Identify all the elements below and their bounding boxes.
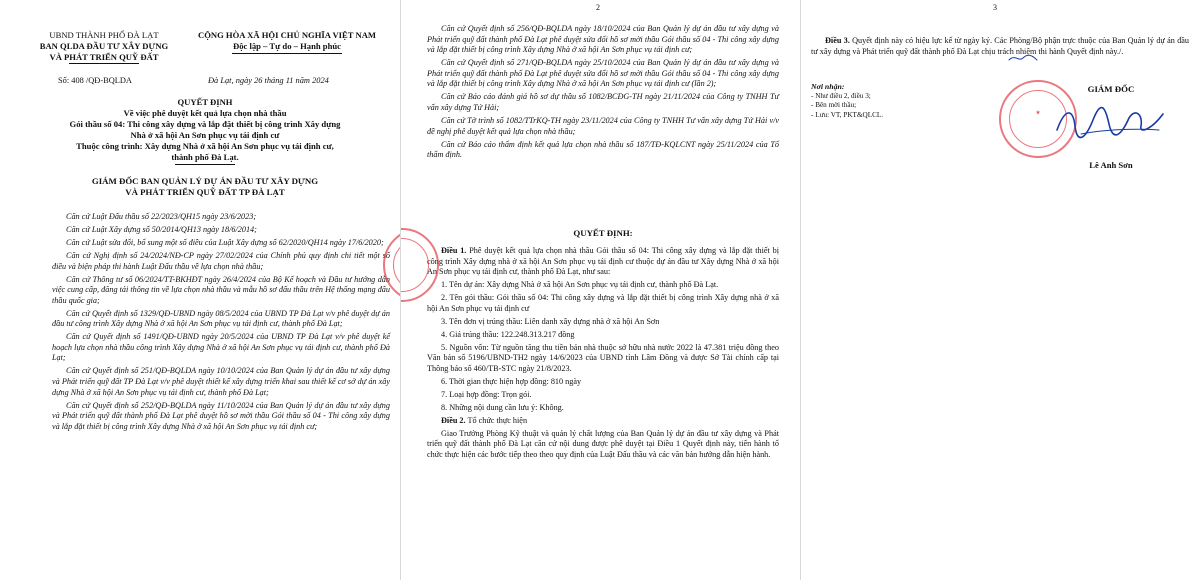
official-seal-text: ★ [1035, 110, 1041, 117]
legal-basis: Căn cứ Thông tư số 06/2024/TT-BKHĐT ngày 26/4/2024 của Bộ Kế hoạch và Đầu tư hướng dẫn việc cung cấp, đăng tải thông tin về lựa chọn nhà thầu và mẫu hồ sơ đấu thầu trên Hệ thống mạng đấu thầu quốc gia; [52, 274, 390, 305]
legal-basis: Căn cứ Báo cáo thẩm định kết quả lựa chọn nhà thầu số 187/TĐ-KQLCNT ngày 25/11/2024 của Tổ thẩm định. [427, 139, 779, 160]
legal-basis: Căn cứ Quyết định số 251/QĐ-BQLDA ngày 10/10/2024 của Ban Quản lý dự án đầu tư xây dựng và Phát triển quỹ đất TP Đà Lạt v/v phê duyệt thiết kế xây dựng triển khai sau thiết kế cơ sở dự án xây dựng Nhà ở xã hội An Sơn phục vụ tái định cư, thành phố Đà Lạt; [52, 366, 390, 397]
page-3 [801, 0, 1200, 580]
legal-bases-page-2 [427, 24, 779, 163]
article-1-item: 2. Tên gói thầu: Gói thầu số 04: Thi công xây dựng và lắp đặt thiết bị công trình Xây dựng nhà ở xã hội An Sơn phục vụ tái định cư [427, 293, 779, 313]
article-2-body: Giao Trưởng Phòng Kỹ thuật và quản lý chất lượng của Ban Quản lý dự án đầu tư xây dựng và Phát triển quỹ đất thành phố Đà Lạt căn cứ nội dung được phê duyệt tại Điều 1 Quyết định này, tiến hành tổ chức thực hiện các bước tiếp theo theo quy định của Luật Đấu thầu và các văn bản hướng dẫn hiện hành. [427, 428, 779, 459]
legal-basis: Căn cứ Quyết định số 271/QĐ-BQLDA ngày 25/10/2024 của Ban Quản lý dự án đầu tư xây dựng và Phát triển quỹ đất thành phố Đà Lạt phê duyệt sửa đổi hồ sơ mời thầu Gói thầu số 04 - Thi công xây dựng và lắp đặt thiết bị công trình Xây dựng Nhà ở xã hội An Sơn phục vụ tái định cư (lần 2); [427, 58, 779, 89]
org-line-3: VÀ PHÁT TRIỂN QUỸ ĐẤT [49, 51, 159, 62]
recipients-label: Nơi nhận: [811, 82, 845, 91]
article-2-label: Điều 2. [441, 415, 466, 425]
article-3-text: Quyết định này có hiệu lực kể từ ngày ký. Các Phòng/Bộ phận trực thuộc của Ban Quản lý dự án đầu tư xây dựng và Phát triển quỹ đất thành phố Đà Lạt chịu trách nhiệm thi hành Quyết định này./. [811, 36, 1190, 56]
signatory-title: GIÁM ĐỐC [1087, 84, 1135, 94]
article-3 [811, 36, 1189, 60]
nation-name: CỘNG HÒA XÃ HỘI CHỦ NGHĨA VIỆT NAM [197, 30, 377, 40]
legal-basis: Căn cứ Luật sửa đổi, bổ sung một số điều của Luật Xây dựng số 62/2020/QH14 ngày 17/6/2020; [66, 237, 384, 247]
initial-mark [1007, 52, 1039, 64]
article-1-item: 7. Loại hợp đồng: Trọn gói. [441, 389, 532, 399]
legal-basis: Căn cứ Quyết định số 1491/QĐ-UBND ngày 20/5/2024 của UBND TP Đà Lạt v/v phê duyệt kế hoạch lựa chọn nhà thầu công trình Xây dựng Nhà ở xã hội An Sơn phục vụ tái định cư, thành phố Đà Lạt; [52, 332, 390, 363]
org-line-2: BAN QLDA ĐẦU TƯ XÂY DỰNG [39, 40, 169, 51]
article-1-label: Điều 1. [441, 246, 467, 255]
article-1 [427, 246, 779, 278]
handwritten-signature [1051, 100, 1171, 146]
page-number: 3 [993, 3, 997, 12]
page-2 [401, 0, 800, 580]
legal-basis: Căn cứ Tờ trình số 1082/TTrKQ-TH ngày 23/11/2024 của Công ty TNHH Tư vấn xây dựng Tứ Hải v/v đề nghị phê duyệt kết quả lựa chọn nhà thầu; [427, 115, 779, 136]
article-1-item: 8. Những nội dung cần lưu ý: Không. [441, 402, 564, 412]
motto-underline [232, 53, 342, 54]
recipients-block [811, 82, 981, 120]
legal-basis: Căn cứ Báo cáo đánh giá hồ sơ dự thầu số 1082/BCĐG-TH ngày 21/11/2024 của Công ty TNHH Tư vấn xây dựng Tứ Hải; [427, 92, 779, 112]
authority-block [20, 176, 390, 198]
package-line-2: Nhà ở xã hội An Sơn phục vụ tái định cư [130, 129, 280, 140]
recipient-item: - Bên mời thầu; [811, 101, 857, 110]
legal-basis: Căn cứ Quyết định số 256/QĐ-BQLDA ngày 18/10/2024 của Ban Quản lý dự án đầu tư xây dựng và Phát triển quỹ đất thành phố Đà Lạt phê duyệt sửa đổi hồ sơ mời thầu Gói thầu số 04 - Thi công xây dựng và lắp đặt thiết bị công trình Xây dựng Nhà ở xã hội An Sơn phục vụ tái định cư; [427, 24, 779, 55]
article-3-label: Điều 3. [825, 36, 850, 45]
document-number: Số: 408 /QĐ-BQLDA [58, 76, 132, 85]
legal-basis: Căn cứ Quyết định số 1329/QĐ-UBND ngày 08/5/2024 của UBND TP Đà Lạt v/v phê duyệt dự án đầu tư công trình Xây dựng Nhà ở xã hội An Sơn phục vụ tái định cư, thành phố Đà Lạt; [52, 308, 390, 329]
decision-articles [427, 246, 779, 463]
legal-basis: Căn cứ Luật Xây dựng số 50/2014/QH13 ngày 18/6/2014; [66, 224, 257, 234]
recipient-item: - Lưu: VT, PKT&QLCL. [811, 110, 884, 119]
project-line-2: thành phố Đà Lạt. [171, 151, 239, 162]
article-2-text: Tổ chức thực hiện [465, 415, 528, 425]
legal-bases-page-1 [52, 212, 390, 435]
authority-line-1: GIÁM ĐỐC BAN QUẢN LÝ DỰ ÁN ĐẦU TƯ XÂY DỰNG [91, 176, 319, 186]
article-2 [427, 416, 779, 427]
decision-heading: QUYẾT ĐỊNH: [573, 228, 633, 238]
page-1 [0, 0, 400, 580]
header-underline [69, 63, 139, 64]
article-1-item: 1. Tên dự án: Xây dựng Nhà ở xã hội An Sơn phục vụ tái định cư, thành phố Đà Lạt. [441, 280, 719, 290]
decision-title-block [20, 97, 390, 165]
package-line-1: Gói thầu số 04: Thi công xây dựng và lắp đặt thiết bị công trình Xây dựng [69, 118, 341, 129]
article-1-item: 4. Giá trúng thầu: 122.248.313.217 đồng [441, 329, 575, 339]
place-date: Đà Lạt, ngày 26 tháng 11 năm 2024 [208, 76, 329, 85]
article-1-item: 5. Nguồn vốn: Từ nguồn tăng thu tiền bán nhà thuộc sở hữu nhà nước 2022 là 47.381 triệu đồng theo Văn bản số 5196/UBND-TH2 ngày 14/6/2023 của UBND tỉnh Lâm Đồng và được Sở Tài chính cấp tại Thông báo số 460/TB-STC ngày 21/8/2023. [427, 342, 779, 373]
signatory-name: Lê Anh Sơn [1089, 160, 1133, 170]
authority-line-2: VÀ PHÁT TRIỂN QUỸ ĐẤT TP ĐÀ LẠT [125, 187, 285, 197]
article-1-item: 6. Thời gian thực hiện hợp đồng: 810 ngày [441, 376, 582, 386]
title-underline [175, 164, 235, 165]
recipient-item: - Như điều 2, điều 3; [811, 91, 871, 100]
org-line-1: UBND THÀNH PHỐ ĐÀ LẠT [49, 30, 159, 40]
legal-basis: Căn cứ Nghị định số 24/2024/NĐ-CP ngày 27/02/2024 của Chính phủ quy định chi tiết một số điều và biện pháp thi hành Luật Đấu thầu về lựa chọn nhà thầu; [52, 250, 390, 271]
article-1-item: 3. Tên đơn vị trúng thầu: Liên danh xây dựng nhà ở xã hội An Sơn [441, 316, 660, 326]
decision-subject: Về việc phê duyệt kết quả lựa chọn nhà thầu [123, 107, 287, 118]
decision-type: QUYẾT ĐỊNH [177, 97, 233, 107]
page-number: 2 [596, 3, 600, 12]
legal-basis: Căn cứ Luật Đấu thầu số 22/2023/QH15 ngày 23/6/2023; [66, 212, 257, 221]
article-1-text: Phê duyệt kết quả lựa chọn nhà thầu Gói thầu số 04: Thi công xây dựng và lắp đặt thiết bị công trình Xây dựng nhà ở xã hội An Sơn phục vụ tái định cư thuộc dự án đầu tư Xây dựng Nhà ở xã hội An Sơn phục vụ tái định cư, thành phố Đà Lạt, như sau: [427, 246, 779, 277]
legal-basis: Căn cứ Quyết định số 252/QĐ-BQLDA ngày 11/10/2024 của Ban Quản lý dự án đầu tư xây dựng và Phát triển quỹ đất thành phố Đà Lạt phê duyệt hồ sơ mời thầu Gói thầu số 04 - Thi công xây dựng và lắp đặt thiết bị công trình Xây dựng Nhà ở xã hội An Sơn phục vụ tái định cư; [52, 400, 390, 431]
motto: Độc lập – Tự do – Hạnh phúc [233, 40, 341, 51]
project-line-1: Thuộc công trình: Xây dựng Nhà ở xã hội An Sơn phục vụ tái định cư, [76, 140, 334, 151]
issuing-org [28, 30, 180, 64]
article-3-paragraph [811, 36, 1189, 57]
national-header [176, 30, 398, 54]
